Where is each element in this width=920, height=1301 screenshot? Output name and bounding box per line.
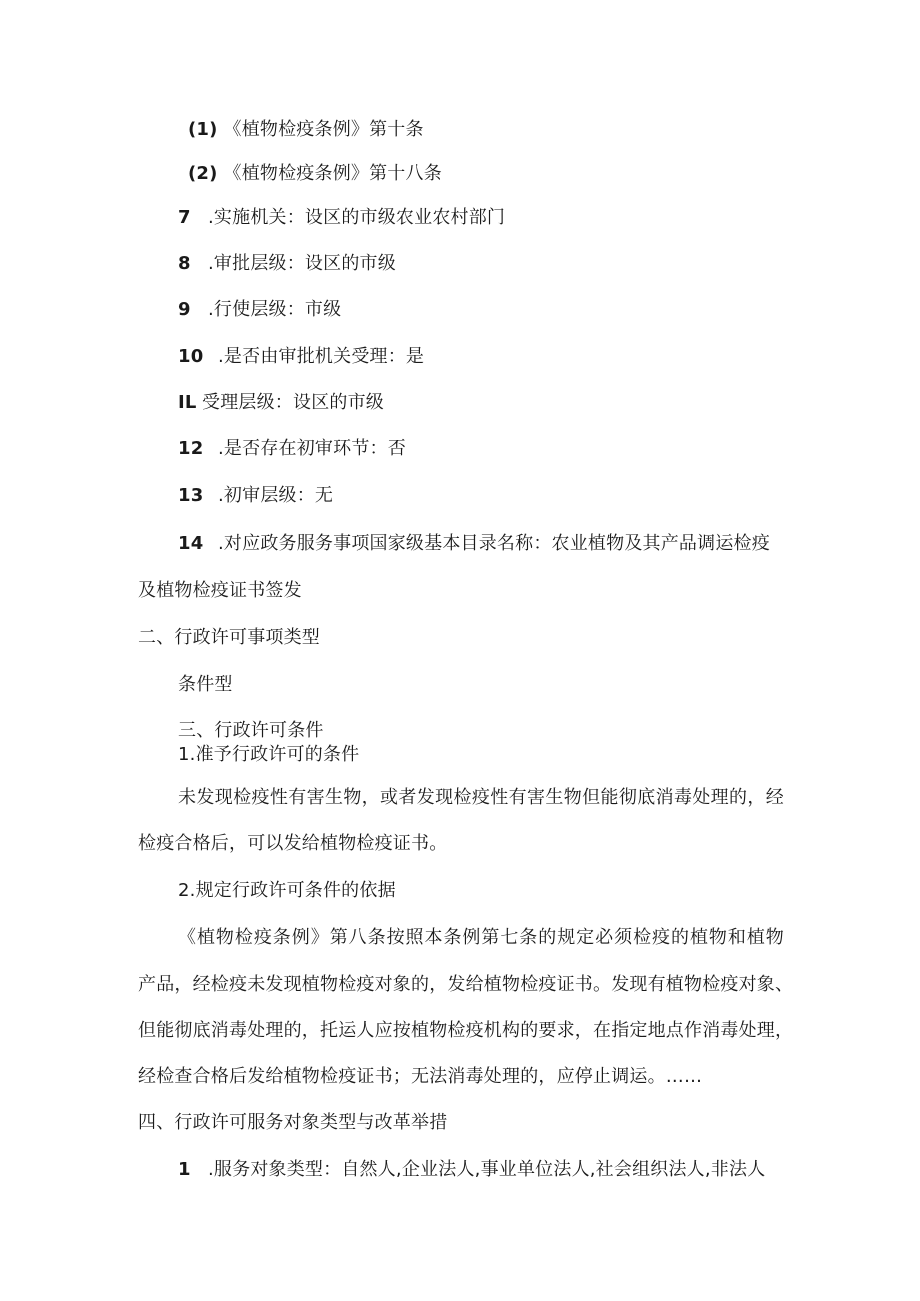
- section-3-sub2-line-3: 但能彻底消毒处理的，托运人应按植物检疫机构的要求，在指定地点作消毒处理，: [138, 1020, 794, 1041]
- numbered-item-9-number: 9: [178, 299, 191, 320]
- section-3-sub1-line-1: 未发现检疫性有害生物，或者发现检疫性有害生物但能彻底消毒处理的，经: [178, 787, 784, 808]
- numbered-item-13: [178, 484, 333, 508]
- numbered-item-12-text: .是否存在初审环节：否: [218, 438, 406, 459]
- numbered-item-12-number: 12: [178, 438, 204, 459]
- numbered-item-9: [178, 298, 341, 322]
- basis-item-2-number: (2): [188, 163, 218, 184]
- numbered-item-14-continued: 及植物检疫证书签发: [138, 580, 302, 601]
- section-3-sub1-line-2: 检疫合格后，可以发给植物检疫证书。: [138, 833, 448, 854]
- numbered-item-10-text: .是否由审批机关受理：是: [218, 346, 425, 367]
- numbered-item-11-number: IL: [178, 392, 197, 413]
- section-3-sub2-line-1: 《植物检疫条例》第八条按照本条例第七条的规定必须检疫的植物和植物: [178, 927, 784, 948]
- basis-item-1-text: 《植物检疫条例》第十条: [223, 119, 424, 140]
- numbered-item-8: [178, 252, 396, 276]
- numbered-item-14-text: .对应政务服务事项国家级基本目录名称：农业植物及其产品调运检疫: [218, 533, 770, 554]
- numbered-item-8-text: .审批层级：设区的市级: [208, 253, 396, 274]
- section-4-item-1: [178, 1158, 765, 1182]
- section-2-body: 条件型: [178, 674, 233, 695]
- section-3-heading: 三、行政许可条件: [178, 720, 324, 741]
- numbered-item-10-number: 10: [178, 346, 204, 367]
- numbered-item-9-text: .行使层级：市级: [208, 299, 342, 320]
- section-3-sub2-line-2: 产品，经检疫未发现植物检疫对象的，发给植物检疫证书。发现有植物检疫对象、: [138, 974, 794, 995]
- numbered-item-11: [178, 391, 384, 415]
- basis-item-2-text: 《植物检疫条例》第十八条: [223, 163, 442, 184]
- basis-item-1: [188, 118, 424, 142]
- section-4-item-1-number: 1: [178, 1159, 191, 1180]
- numbered-item-11-text: 受理层级：设区的市级: [202, 392, 384, 413]
- numbered-item-14-number: 14: [178, 533, 204, 554]
- numbered-item-7: [178, 206, 505, 230]
- section-3-sub2-line-4: 经检查合格后发给植物检疫证书；无法消毒处理的，应停止调运。……: [138, 1066, 703, 1087]
- numbered-item-14: [178, 532, 770, 556]
- numbered-item-7-text: .实施机关：设区的市级农业农村部门: [208, 207, 506, 228]
- numbered-item-7-number: 7: [178, 207, 191, 228]
- section-2-heading: 二、行政许可事项类型: [138, 627, 320, 648]
- section-3-sub1-title: 1.准予行政许可的条件: [178, 744, 360, 765]
- section-4-heading: 四、行政许可服务对象类型与改革举措: [138, 1112, 448, 1133]
- section-4-item-1-text: .服务对象类型：自然人,企业法人,事业单位法人,社会组织法人,非法人: [208, 1159, 766, 1180]
- numbered-item-12: [178, 437, 406, 461]
- basis-item-2: [188, 162, 442, 186]
- numbered-item-13-number: 13: [178, 485, 204, 506]
- basis-item-1-number: (1): [188, 119, 218, 140]
- numbered-item-10: [178, 345, 424, 369]
- section-3-sub2-title: 2.规定行政许可条件的依据: [178, 880, 396, 901]
- numbered-item-13-text: .初审层级：无: [218, 485, 334, 506]
- numbered-item-8-number: 8: [178, 253, 191, 274]
